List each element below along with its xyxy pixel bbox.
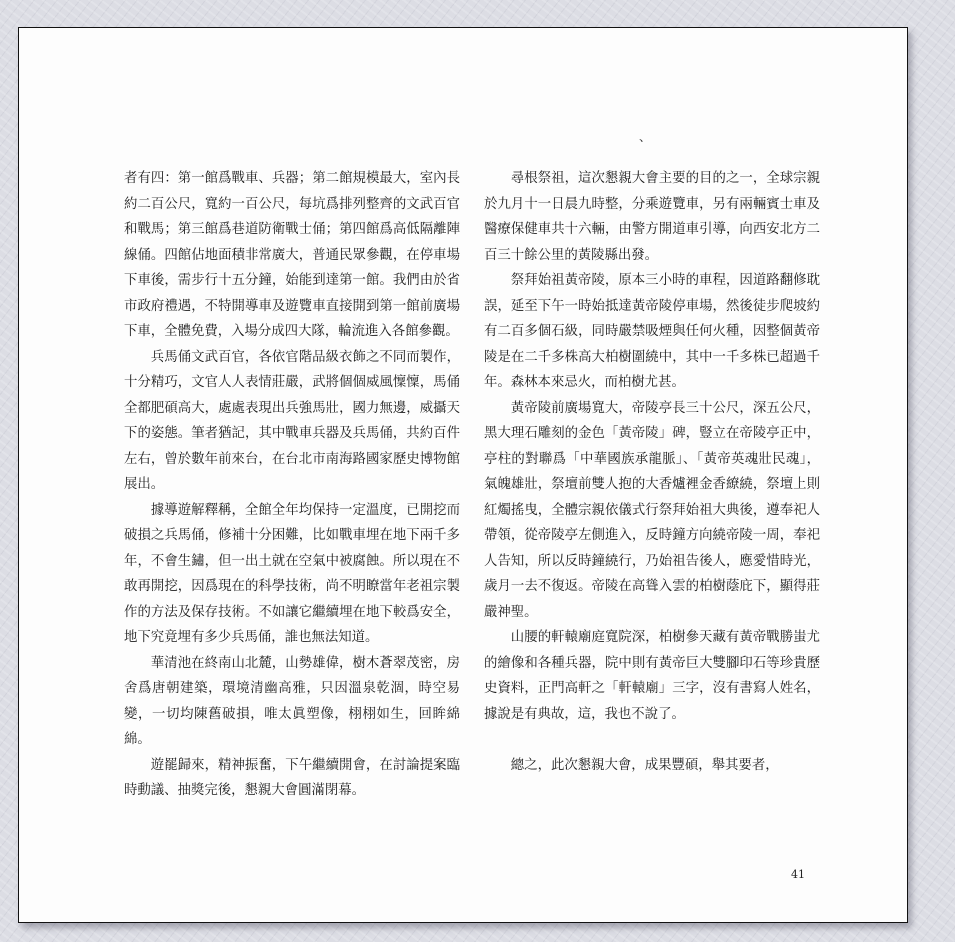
paragraph: 黃帝陵前廣場寬大，帝陵亭長三十公尺，深五公尺，黑大理石雕刻的金色「黃帝陵」碑，豎立在帝陵亭正中，亭柱的對聯爲「中華國族承龍脈」、「黃帝英魂壯民魂」，氣魄雄壯，祭壇前雙人抱的大香爐裡金香繚繞，祭壇上則紅燭搖曳，全體宗親依儀式行祭拜始祖大典後，遵奉祀人帶領，從帝陵亭左側進入，反時鐘方向繞帝陵一周，奉祀人告知，所以反時鐘繞行，乃始祖告後人，應愛惜時光，歲月一去不復返。帝陵在高聳入雲的柏樹蔭庇下，顯得莊嚴神聖。 bbox=[484, 400, 820, 620]
paragraph: 尋根祭祖，這次懇親大會主要的目的之一，全球宗親於九月十一日晨九時整，分乘遊覽車，另有兩輛賓士車及醫療保健車共十六輛，由警方開道車引導，向西安北方二百三十餘公里的黃陵縣出發。 bbox=[484, 171, 820, 263]
paragraph: 兵馬俑文武百官，各依官階品級衣飾之不同而製作，十分精巧，文官人人表情莊嚴，武將個個威風懍懍，馬俑全都肥碩高大，處處表現出兵強馬壯，國力無邊，威攝天下的姿態。筆者猶記，其中戰車兵器及兵馬俑，共約百件左右，曾於數年前來台，在台北市南海路國家歷史博物館展出。 bbox=[124, 349, 460, 492]
paragraph: 遊罷歸來，精神振奮，下午繼續開會，在討論提案臨時動議、抽獎完後，懇親大會圓滿閉幕。 bbox=[124, 757, 460, 798]
right-column bbox=[484, 166, 820, 778]
paragraph: 華清池在終南山北麓，山勢雄偉，樹木蒼翠茂密，房舍爲唐朝建築，環境清幽高雅，只因溫泉乾涸，時空易變，一切均陳舊破損，唯太眞塑像，栩栩如生，回眸綿綿。 bbox=[124, 655, 460, 747]
scan-mark: 、 bbox=[639, 130, 652, 144]
left-column bbox=[124, 166, 460, 804]
paragraph: 總之，此次懇親大會，成果豐碩，舉其要者， bbox=[510, 757, 779, 773]
document-page bbox=[18, 27, 908, 923]
paragraph: 者有四：第一館爲戰車、兵器；第二館規模最大，室內長約二百公尺，寬約一百公尺，每坑爲排列整齊的文武百官和戰馬；第三館爲巷道防衛戰士俑；第四館爲高低隔離陣線俑。四館佔地面積非常廣大，普通民眾參觀，在停車場下車後，需步行十五分鐘，始能到達第一館。我們由於省市政府禮遇，不特開導車及遊覽車直接開到第一館前廣場下車，全體免費，入場分成四大隊，輪流進入各館參觀。 bbox=[124, 171, 460, 339]
paragraph: 山腰的軒轅廟庭寬院深，柏樹參天藏有黃帝戰勝蚩尤的繪像和各種兵器，院中則有黃帝巨大雙腳印石等珍貴歷史資料，正門高軒之「軒轅廟」三字，沒有書寫人姓名，據說是有典故，這，我也不說了。 bbox=[484, 630, 820, 722]
page-number: 41 bbox=[791, 868, 805, 881]
paragraph: 據導遊解釋稱，全館全年均保持一定溫度，已開挖而破損之兵馬俑，修補十分困難，比如戰車埋在地下兩千多年，不會生鏽，但一出土就在空氣中被腐蝕。所以現在不敢再開挖，因爲現在的科學技術，尚不明瞭當年老祖宗製作的方法及保存技術。不如讓它繼續埋在地下較爲安全，地下究竟埋有多少兵馬俑，誰也無法知道。 bbox=[124, 502, 460, 645]
paragraph: 祭拜始祖黃帝陵，原本三小時的車程，因道路翻修耽誤，延至下午一時始抵達黃帝陵停車場，然後徒步爬坡約有二百多個石級，同時嚴禁吸煙與任何火種，因整個黃帝陵是在二千多株高大柏樹圍繞中，其中一千多株已超過千年。森林本來忌火，而柏樹尤甚。 bbox=[484, 273, 820, 390]
